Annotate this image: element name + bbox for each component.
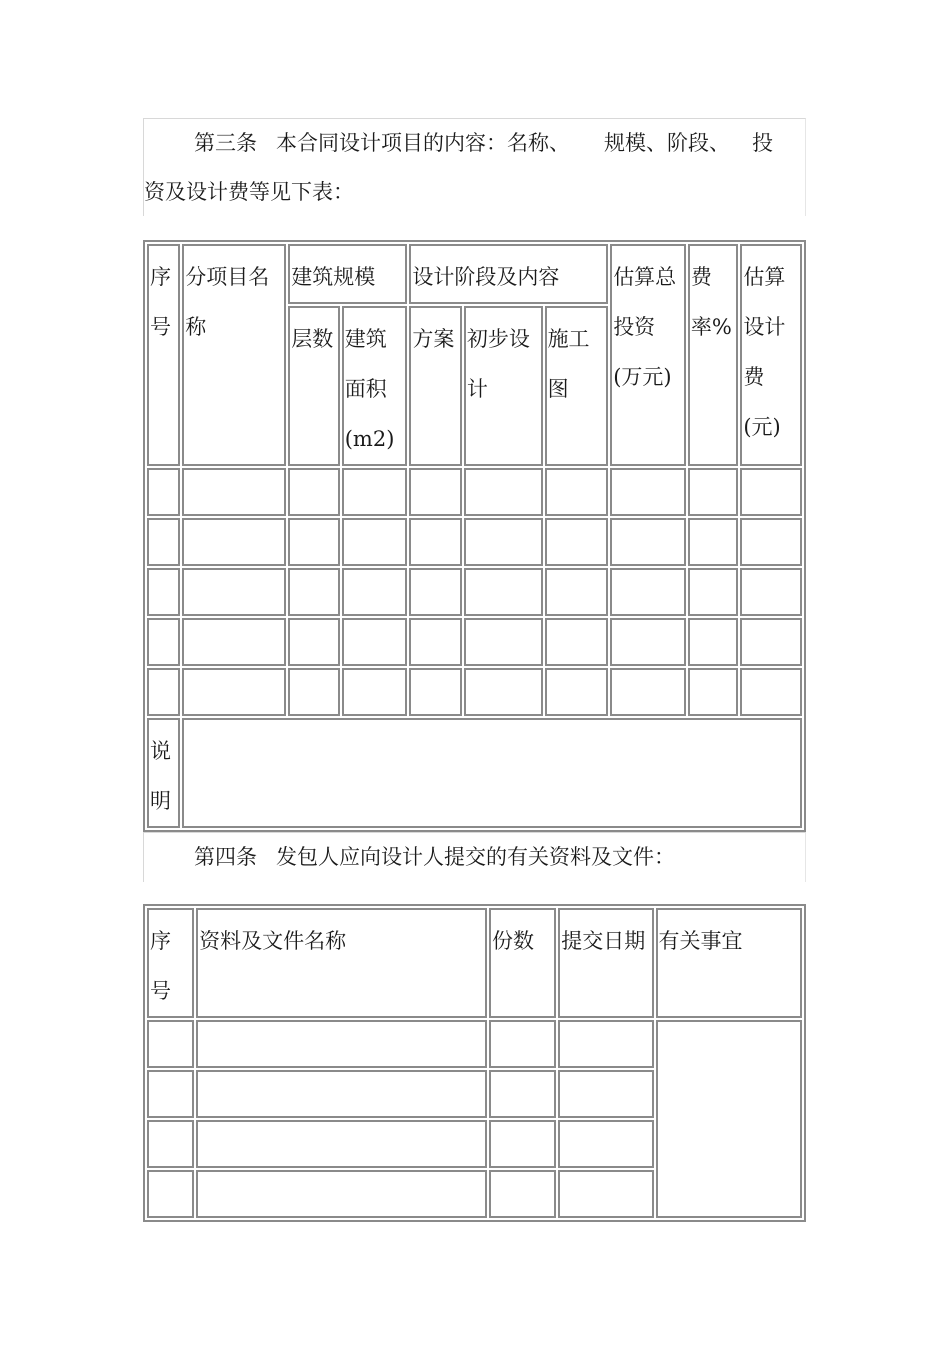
table-cell[interactable] [409,668,461,716]
table-row [147,518,802,566]
table-cell[interactable] [409,518,461,566]
remarks-cell[interactable] [656,1020,802,1218]
article-3-number: 第三条 [194,131,257,155]
table-row [147,468,802,516]
header-scale: 建筑规模 [288,244,407,304]
table-cell[interactable] [688,518,738,566]
documents-table [143,904,806,1222]
table-cell[interactable] [147,518,180,566]
table-cell[interactable] [196,1120,487,1168]
table-cell[interactable] [147,668,180,716]
article-3-paragraph [143,118,806,216]
table-cell[interactable] [196,1020,487,1068]
table-cell[interactable] [610,468,686,516]
article-4-line-1 [144,833,856,881]
header-area: 建筑面积(m2) [342,306,408,466]
table-cell[interactable] [558,1020,653,1068]
header-submit-date: 提交日期 [558,908,653,1018]
header-scheme: 方案 [409,306,461,466]
header-seq: 序号 [147,244,180,466]
table-cell[interactable] [409,618,461,666]
table-row [147,668,802,716]
table-row [147,568,802,616]
table-cell[interactable] [196,1070,487,1118]
table-cell[interactable] [182,568,286,616]
header-sub-item: 分项目名称 [182,244,286,466]
table-cell[interactable] [489,1070,556,1118]
article-3-text-b: 规模、阶段、 [604,131,730,155]
table-cell[interactable] [342,468,408,516]
table-cell[interactable] [545,468,609,516]
header-stage: 设计阶段及内容 [409,244,608,304]
table-cell[interactable] [740,468,802,516]
table-cell[interactable] [288,468,339,516]
table-cell[interactable] [342,668,408,716]
header-doc-name: 资料及文件名称 [196,908,487,1018]
table-cell[interactable] [545,668,609,716]
table-cell[interactable] [147,1020,194,1068]
table-cell[interactable] [182,468,286,516]
note-label: 说明 [147,718,180,828]
header-fee: 估算设计费(元) [740,244,802,466]
table-cell[interactable] [464,618,543,666]
table-cell[interactable] [740,668,802,716]
table-cell[interactable] [409,568,461,616]
header-floors: 层数 [288,306,339,466]
header-copies: 份数 [489,908,556,1018]
table-cell[interactable] [610,618,686,666]
table-cell[interactable] [688,668,738,716]
table-cell[interactable] [288,668,339,716]
table-cell[interactable] [740,568,802,616]
header-rate: 费率% [688,244,738,466]
table-cell[interactable] [147,1170,194,1218]
table-cell[interactable] [464,568,543,616]
design-items-table [143,240,806,832]
table-cell[interactable] [545,568,609,616]
table-cell[interactable] [342,568,408,616]
table-cell[interactable] [610,568,686,616]
table-cell[interactable] [147,568,180,616]
table-cell[interactable] [489,1020,556,1068]
article-4-text: 发包人应向设计人提交的有关资料及文件： [276,845,675,869]
note-content[interactable] [182,718,802,828]
table-cell[interactable] [342,518,408,566]
article-3-text-a: 本合同设计项目的内容：名称、 [276,131,570,155]
header-remarks: 有关事宜 [656,908,802,1018]
article-3-line-2: 资及设计费等见下表： [144,180,354,204]
table-cell[interactable] [147,1120,194,1168]
header-investment: 估算总投资(万元) [610,244,686,466]
table-cell[interactable] [489,1170,556,1218]
table-cell[interactable] [545,618,609,666]
table-cell[interactable] [740,618,802,666]
table-cell[interactable] [489,1120,556,1168]
article-3-text-c: 投 [752,131,773,155]
table-cell[interactable] [610,668,686,716]
article-4-paragraph [143,832,806,882]
table-cell[interactable] [147,618,180,666]
table-cell[interactable] [182,668,286,716]
header-preliminary: 初步设计 [464,306,543,466]
header-seq: 序号 [147,908,194,1018]
header-construction: 施工图 [545,306,609,466]
table-cell[interactable] [409,468,461,516]
table-cell[interactable] [688,618,738,666]
table-cell[interactable] [558,1120,653,1168]
table-cell[interactable] [464,468,543,516]
table-cell[interactable] [196,1170,487,1218]
table-row [147,618,802,666]
table-cell[interactable] [147,468,180,516]
table-cell[interactable] [740,518,802,566]
table-cell[interactable] [558,1070,653,1118]
article-4-number: 第四条 [194,845,257,869]
table-cell[interactable] [688,468,738,516]
table-cell[interactable] [288,568,339,616]
table-cell[interactable] [545,518,609,566]
table-row [147,1020,802,1068]
table-cell[interactable] [464,668,543,716]
table-cell[interactable] [288,518,339,566]
table-cell[interactable] [610,518,686,566]
table-cell[interactable] [342,618,408,666]
table-cell[interactable] [288,618,339,666]
table-cell[interactable] [688,568,738,616]
table-cell[interactable] [558,1170,653,1218]
article-3-line-1 [144,119,856,167]
table-cell[interactable] [182,618,286,666]
table-cell[interactable] [182,518,286,566]
table-cell[interactable] [147,1070,194,1118]
table-cell[interactable] [464,518,543,566]
